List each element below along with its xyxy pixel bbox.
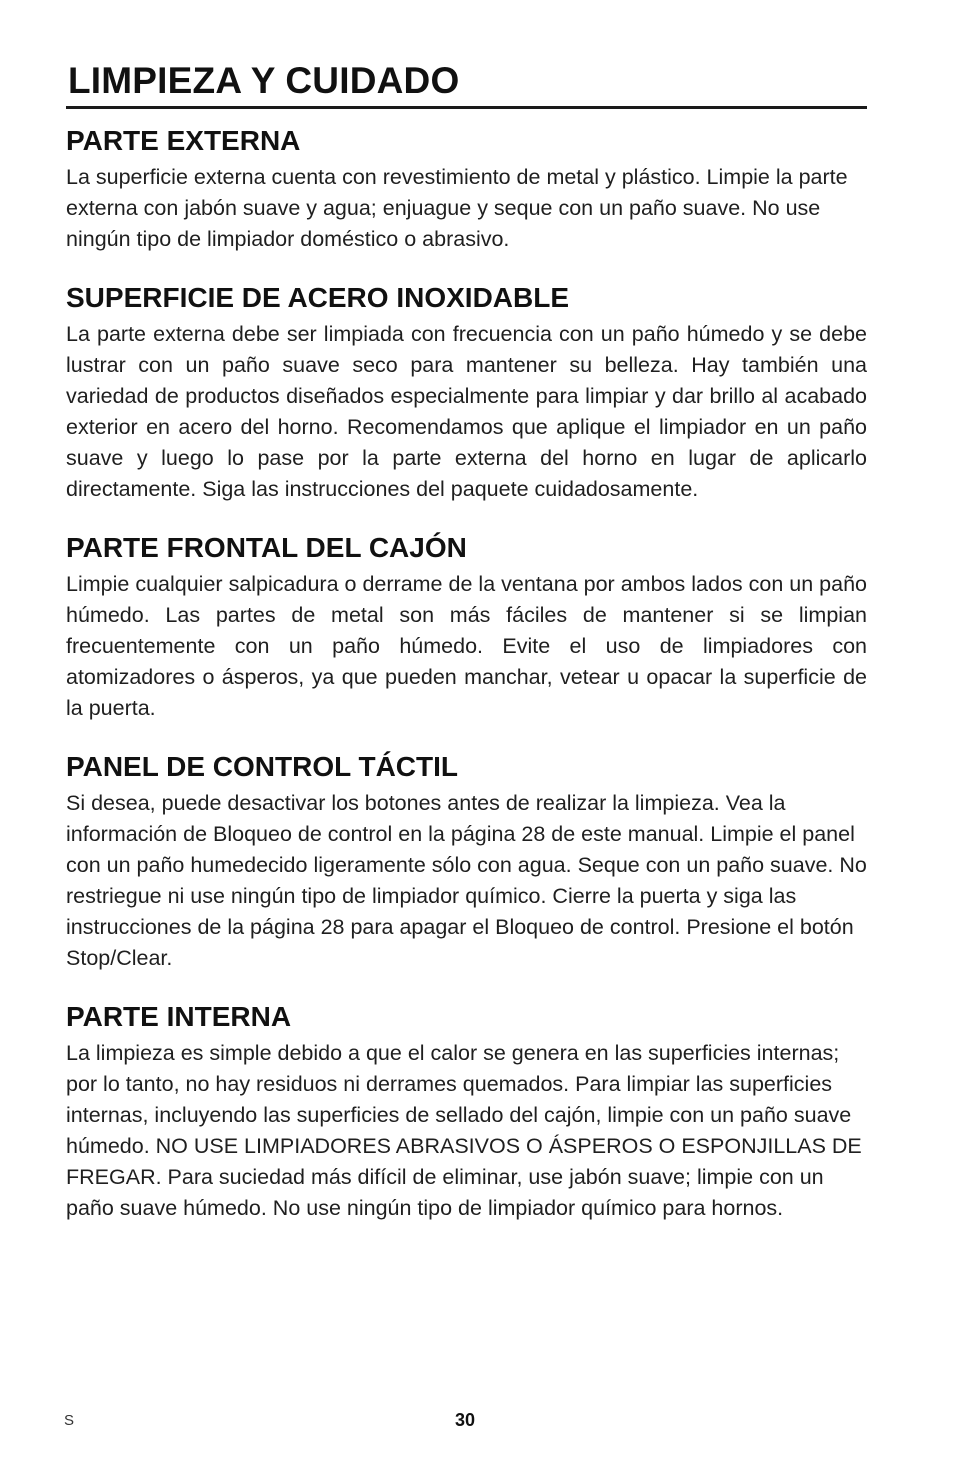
section-body: Si desea, puede desactivar los botones antes de realizar la limpieza. Vea la información de Bloqueo de control en la página 28 de este manual. Limpie el panel con un paño humedecido ligeramente sólo con agua. Seque con un paño suave. No restriegue ni use ningún tipo de limpiador químico. Cierre la puerta y siga las instrucciones de la página 28 para apagar el Bloqueo de control. Presione el botón Stop/Clear.: [66, 791, 867, 970]
section-body: Limpie cualquier salpicadura o derrame de la ventana por ambos lados con un paño húmedo. Las partes de metal son más fáciles de mantener si se limpian frecuentemente con un paño húmedo. Evite el uso de limpiadores con atomizadores o ásperos, ya que pueden manchar, vetear u opacar la superficie de la puerta.: [66, 572, 867, 720]
section-body: La parte externa debe ser limpiada con frecuencia con un paño húmedo y se debe lustrar con un paño suave seco para mantener su belleza. Hay también una variedad de productos diseñados especialmente para limpiar y dar brillo al acabado exterior en acero del horno. Recomendamos que aplique el limpiador en un paño suave y luego lo pase por la parte externa del horno en lugar de aplicarlo directamente. Siga las instrucciones del paquete cuidadosamente.: [66, 322, 867, 501]
section-body: La superficie externa cuenta con revestimiento de metal y plástico. Limpie la parte externa con jabón suave y agua; enjuague y seque con un paño suave. No use ningún tipo de limpiador doméstico o abrasivo.: [66, 165, 848, 251]
section-parte-interna: [66, 999, 867, 1224]
section-heading: PARTE INTERNA: [66, 1001, 292, 1032]
section-acero-inoxidable: [66, 280, 867, 505]
section-parte-externa: [66, 123, 867, 255]
title-divider: [66, 106, 867, 109]
section-frontal-cajon: [66, 530, 867, 724]
section-heading: PARTE EXTERNA: [66, 125, 301, 156]
section-heading: PARTE FRONTAL DEL CAJÓN: [66, 532, 467, 563]
section-heading: SUPERFICIE DE ACERO INOXIDABLE: [66, 282, 570, 313]
page-number: 30: [454, 1410, 476, 1430]
footer-language-code: S: [64, 1412, 75, 1429]
section-heading: PANEL DE CONTROL TÁCTIL: [66, 751, 458, 782]
section-body: La limpieza es simple debido a que el calor se genera en las superficies internas; por lo tanto, no hay residuos ni derrames quemados. Para limpiar las superficies internas, incluyendo las superficies de sellado del cajón, limpie con un paño suave húmedo. NO USE LIMPIADORES ABRASIVOS O ÁSPEROS O ESPONJILLAS DE FREGAR. Para suciedad más difícil de eliminar, use jabón suave; limpie con un paño suave húmedo. No use ningún tipo de limpiador químico para hornos.: [66, 1041, 862, 1220]
page-title: LIMPIEZA Y CUIDADO: [68, 60, 460, 101]
manual-page: [66, 58, 867, 1249]
section-panel-control: [66, 749, 867, 974]
